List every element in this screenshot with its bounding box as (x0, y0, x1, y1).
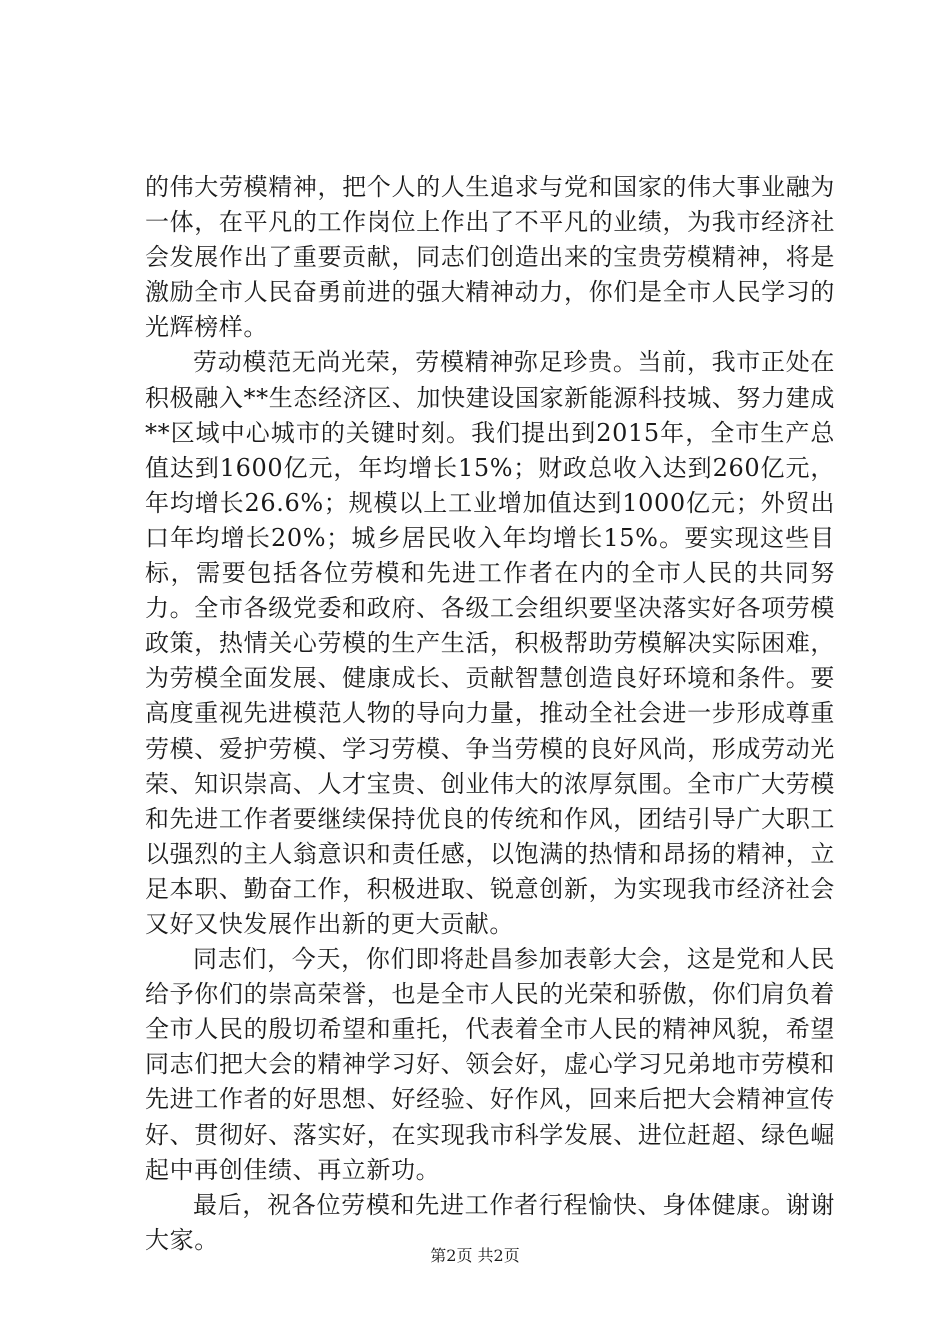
document-body (145, 170, 835, 1258)
paragraph-continuation: 的伟大劳模精神，把个人的人生追求与党和国家的伟大事业融为一体，在平凡的工作岗位上作出了不平凡的业绩，为我市经济社会发展作出了重要贡献，同志们创造出来的宝贵劳模精神，将是激励全市人民奋勇前进的强大精神动力，你们是全市人民学习的光辉榜样。 (145, 173, 835, 342)
paragraph-closing: 最后，祝各位劳模和先进工作者行程愉快、身体健康。谢谢大家。 (145, 1190, 835, 1254)
paragraph-commendation-meeting: 同志们，今天，你们即将赴昌参加表彰大会，这是党和人民给予你们的崇高荣誉，也是全市人民的光荣和骄傲，你们肩负着全市人民的殷切希望和重托，代表着全市人民的精神风貌，希望同志们把大会的精神学习好、领会好，虚心学习兄弟地市劳模和先进工作者的好思想、好经验、好作风，回来后把大会精神宣传好、贯彻好、落实好，在实现我市科学发展、进位赶超、绿色崛起中再创佳绩、再立新功。 (145, 945, 835, 1184)
page-number-footer: 第2页 共2页 (430, 1246, 520, 1265)
paragraph-model-workers-goals: 劳动模范无尚光荣，劳模精神弥足珍贵。当前，我市正处在积极融入**生态经济区、加快建设国家新能源科技城、努力建成**区域中心城市的关键时刻。我们提出到2015年，全市生产总值达到1600亿元，年均增长15%；财政总收入达到260亿元，年均增长26.6%；规模以上工业增加值达到1000亿元；外贸出口年均增长20%；城乡居民收入年均增长15%。要实现这些目标，需要包括各位劳模和先进工作者在内的全市人民的共同努力。全市各级党委和政府、各级工会组织要坚决落实好各项劳模政策，热情关心劳模的生产生活，积极帮助劳模解决实际困难，为劳模全面发展、健康成长、贡献智慧创造良好环境和条件。要高度重视先进模范人物的导向力量，推动全社会进一步形成尊重劳模、爱护劳模、学习劳模、争当劳模的良好风尚，形成劳动光荣、知识崇高、人才宝贵、创业伟大的浓厚氛围。全市广大劳模和先进工作者要继续保持优良的传统和作风，团结引导广大职工以强烈的主人翁意识和责任感，以饱满的热情和昂扬的精神，立足本职、勤奋工作，积极进取、锐意创新，为实现我市经济社会又好又快发展作出新的更大贡献。 (145, 348, 835, 938)
